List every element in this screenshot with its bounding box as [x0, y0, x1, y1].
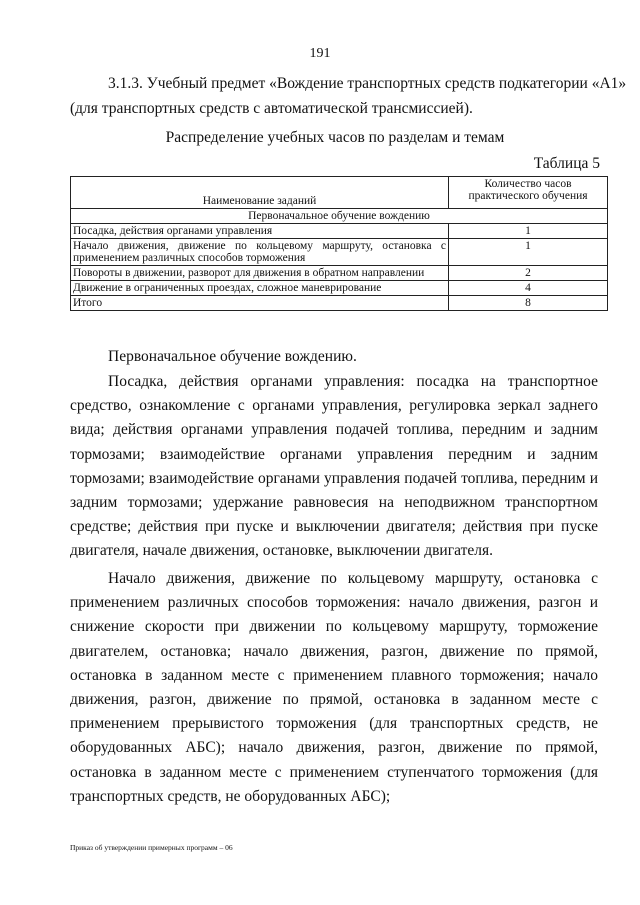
table-row: [71, 224, 608, 239]
section-title: Первоначальное обучение вождению: [71, 209, 608, 224]
intro-paragraph: Первоначальное обучение вождению.: [108, 348, 357, 365]
task-hours: 4: [449, 281, 608, 296]
table-label: Таблица 5: [533, 155, 600, 172]
hours-table: [70, 176, 608, 311]
distribution-heading: Распределение учебных часов по разделам и темам: [165, 129, 505, 146]
header-task-name: Наименование заданий: [71, 177, 449, 209]
task-hours: 1: [449, 239, 608, 266]
table-total-row: [71, 296, 608, 311]
section-intro: [70, 345, 598, 369]
task-name: Начало движения, движение по кольцевому маршруту, остановка с применением различных способов торможения: [71, 239, 449, 266]
page-footer: Приказ об утверждении примерных программ – 06: [70, 843, 233, 852]
total-label: Итого: [71, 296, 449, 311]
table-row: [71, 281, 608, 296]
task-name: Движение в ограниченных проездах, сложное маневрирование: [71, 281, 449, 296]
subject-title-line1: 3.1.3. Учебный предмет «Вождение транспортных средств подкатегории «А1»: [108, 75, 627, 92]
table-row: [71, 239, 608, 266]
task-hours: 2: [449, 266, 608, 281]
body-paragraph-2: [70, 567, 598, 809]
table-section-row: [71, 209, 608, 224]
subject-title-line2: (для транспортных средств с автоматической трансмиссией).: [70, 100, 473, 117]
task-hours: 1: [449, 224, 608, 239]
task-name: Повороты в движении, разворот для движения в обратном направлении: [71, 266, 449, 281]
header-hours: Количество часов практического обучения: [449, 177, 608, 209]
page-number: 191: [309, 46, 331, 61]
task-name: Посадка, действия органами управления: [71, 224, 449, 239]
body-paragraph-1: [70, 370, 598, 564]
total-hours: 8: [449, 296, 608, 311]
paragraph-text: Посадка, действия органами управления: посадка на транспортное средство, ознакомление с органами управления, регулировка зеркал заднего вида; действия органами управления подачей топлива, передним и задним тормозами; взаимодействие органами управления передним и задним тормозами; взаимодействие органами управления подачей топлива, передним и задним тормозами; удержание равновесия на неподвижном транспортном средстве; действия при пуске и выключении двигателя; действия при пуске двигателя, начале движения, остановке, выключении двигателя.: [70, 373, 598, 560]
table-header-row: [71, 177, 608, 209]
paragraph-text: Начало движения, движение по кольцевому маршруту, остановка с применением различных способов торможения: начало движения, разгон и снижение скорости при движении по кольцевому маршруту, торможение двигателем, остановка; начало движения, разгон, движение по прямой, остановка в заданном месте с применением плавного торможения; начало движения, разгон, движение по прямой, остановка в заданном месте с применением прерывистого торможения (для транспортных средств, не оборудованных АБС); начало движения, разгон, движение по прямой, остановка в заданном месте с применением ступенчатого торможения (для транспортных средств, не оборудованных АБС);: [70, 570, 598, 805]
table-row: [71, 266, 608, 281]
